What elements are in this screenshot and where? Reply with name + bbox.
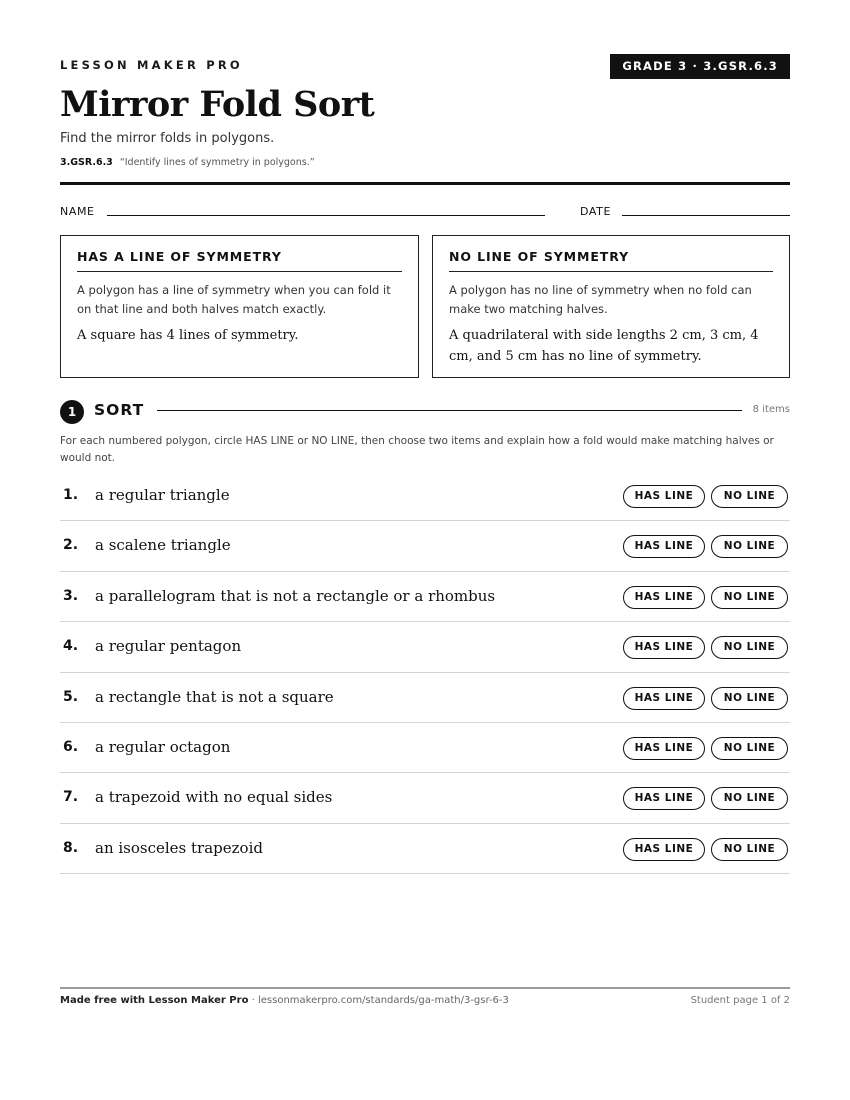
standard-code: 3.GSR.6.3	[60, 157, 113, 168]
date-write-line[interactable]	[622, 215, 790, 216]
has-line-choice[interactable]: HAS LINE	[623, 787, 705, 810]
worksheet-page	[60, 0, 790, 1100]
item-text: a scalene triangle	[95, 536, 231, 555]
no-line-choice[interactable]: NO LINE	[711, 787, 788, 810]
has-line-choice[interactable]: HAS LINE	[623, 838, 705, 861]
item-number: 3.	[63, 587, 79, 604]
item-number: 5.	[63, 688, 79, 705]
no-line-choice[interactable]: NO LINE	[711, 636, 788, 659]
has-line-choice[interactable]: HAS LINE	[623, 636, 705, 659]
date-label: DATE	[580, 205, 612, 218]
has-line-choice[interactable]: HAS LINE	[623, 485, 705, 508]
item-text: a trapezoid with no equal sides	[95, 788, 333, 807]
sort-item	[60, 521, 790, 571]
no-line-choice[interactable]: NO LINE	[711, 737, 788, 760]
section-divider	[157, 410, 742, 411]
name-label: NAME	[60, 205, 95, 218]
definition-title: HAS A LINE OF SYMMETRY	[77, 249, 402, 272]
standard-description: “Identify lines of symmetry in polygons.”	[119, 157, 315, 168]
item-number: 7.	[63, 789, 79, 806]
item-number: 8.	[63, 839, 79, 856]
no-line-choice[interactable]: NO LINE	[711, 586, 788, 609]
definition-title: NO LINE OF SYMMETRY	[449, 249, 773, 272]
grade-standard-badge: GRADE 3 · 3.GSR.6.3	[610, 54, 790, 79]
footer-brand: Made free with Lesson Maker Pro	[60, 995, 249, 1006]
sort-item	[60, 673, 790, 723]
sort-item	[60, 723, 790, 773]
item-number: 4.	[63, 638, 79, 655]
definition-no-line-box	[432, 235, 790, 378]
name-write-line[interactable]	[107, 215, 545, 216]
definition-example: A square has 4 lines of symmetry.	[77, 328, 299, 343]
standard-reference	[60, 157, 315, 168]
item-number: 6.	[63, 738, 79, 755]
footer-page-number: Student page 1 of 2	[690, 995, 790, 1006]
section-item-count: 8 items	[752, 404, 790, 415]
definition-has-line-box	[60, 235, 419, 378]
no-line-choice[interactable]: NO LINE	[711, 535, 788, 558]
sort-item-list	[60, 471, 790, 874]
section-instructions: For each numbered polygon, circle HAS LINE or NO LINE, then choose two items and explain how a fold would make matching halves or would not.	[60, 435, 774, 464]
definition-text: A polygon has a line of symmetry when you can fold it on that line and both halves match exactly.	[77, 283, 391, 316]
item-text: a rectangle that is not a square	[95, 687, 334, 706]
header-divider	[60, 182, 790, 185]
footer-credit	[60, 995, 509, 1006]
page-subtitle: Find the mirror folds in polygons.	[60, 131, 275, 146]
section-number-badge: 1	[60, 400, 84, 424]
no-line-choice[interactable]: NO LINE	[711, 687, 788, 710]
has-line-choice[interactable]: HAS LINE	[623, 586, 705, 609]
sort-item	[60, 471, 790, 521]
item-text: an isosceles trapezoid	[95, 838, 263, 857]
has-line-choice[interactable]: HAS LINE	[623, 535, 705, 558]
sort-item	[60, 622, 790, 672]
brand-name: LESSON MAKER PRO	[60, 58, 243, 72]
has-line-choice[interactable]: HAS LINE	[623, 687, 705, 710]
definition-text: A polygon has no line of symmetry when no fold can make two matching halves.	[449, 283, 752, 316]
item-text: a regular octagon	[95, 737, 231, 756]
section-title: SORT	[94, 401, 145, 419]
footer-url[interactable]: · lessonmakerpro.com/standards/ga-math/3-gsr-6-3	[248, 995, 509, 1006]
no-line-choice[interactable]: NO LINE	[711, 838, 788, 861]
sort-item	[60, 773, 790, 823]
item-number: 2.	[63, 537, 79, 554]
sort-item	[60, 824, 790, 874]
footer-divider	[60, 987, 790, 989]
item-text: a parallelogram that is not a rectangle or a rhombus	[95, 586, 496, 605]
item-text: a regular triangle	[95, 486, 230, 504]
item-number: 1.	[63, 487, 79, 503]
definition-example: A quadrilateral with side lengths 2 cm, 3 cm, 4 cm, and 5 cm has no line of symmetry.	[449, 328, 759, 364]
has-line-choice[interactable]: HAS LINE	[623, 737, 705, 760]
no-line-choice[interactable]: NO LINE	[711, 485, 788, 508]
sort-item	[60, 572, 790, 622]
page-title: Mirror Fold Sort	[60, 84, 375, 125]
item-text: a regular pentagon	[95, 637, 242, 656]
